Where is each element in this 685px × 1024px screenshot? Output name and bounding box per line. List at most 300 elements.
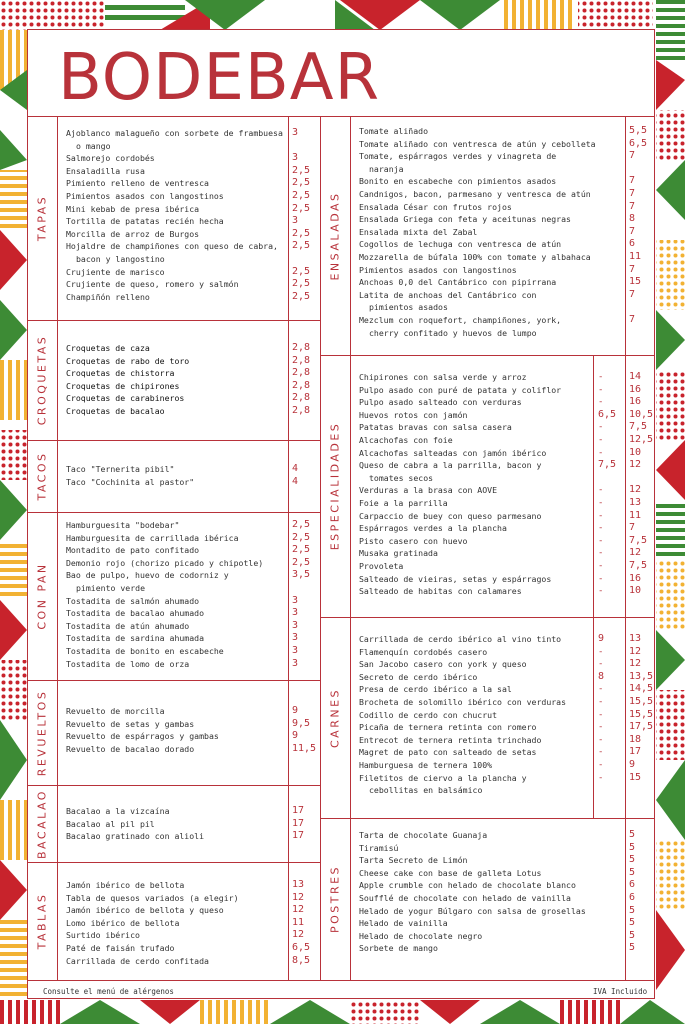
menu-item bbox=[66, 380, 179, 393]
menu-item-price: 15 bbox=[629, 771, 642, 783]
price-divider-croquetas bbox=[288, 320, 289, 440]
menu-item bbox=[66, 476, 194, 489]
menu-item-price: 11,5 bbox=[292, 742, 317, 754]
menu-item-name: Tostadita de salmón ahumado bbox=[66, 595, 200, 606]
menu-item-name: Verduras a la brasa con AOVE bbox=[359, 485, 498, 496]
menu-item-name: Helado de chocolate negro bbox=[359, 930, 483, 941]
menu-item bbox=[359, 314, 561, 339]
menu-item-price: 12 bbox=[629, 484, 642, 496]
menu-item-price: 17 bbox=[292, 830, 305, 842]
menu-item-name: Croquetas de chistorra bbox=[66, 368, 175, 379]
menu-item-name: Patatas bravas con salsa casera bbox=[359, 422, 512, 433]
menu-item-price: 10 bbox=[629, 585, 642, 597]
menu-item-name: Croquetas de caza bbox=[66, 343, 150, 353]
menu-item-name: Hamburguesa de ternera 100% bbox=[359, 760, 493, 770]
menu-item-price: 2,5 bbox=[292, 190, 311, 201]
menu-item bbox=[66, 215, 224, 228]
menu-item-name: Paté de faisán trufado bbox=[66, 943, 175, 953]
menu-item-price: 16 bbox=[629, 383, 642, 395]
section-divider-croquetas bbox=[27, 320, 320, 321]
menu-item bbox=[359, 829, 487, 842]
menu-item-price: 3 bbox=[292, 152, 299, 164]
menu-item-name: Pulpo asado salteado con verduras bbox=[359, 397, 522, 408]
menu-item bbox=[359, 658, 527, 671]
menu-item-name-continued: naranja bbox=[369, 163, 404, 174]
menu-item-price: 5,5 bbox=[629, 125, 648, 136]
menu-item-price: 8,5 bbox=[292, 954, 311, 966]
menu-item-name-continued: bacon y langostino bbox=[76, 253, 165, 264]
menu-item bbox=[66, 607, 204, 620]
menu-item bbox=[66, 544, 199, 557]
menu-item-name: Pulpo asado con puré de patata y coliflor bbox=[359, 384, 562, 395]
menu-item-price: 7,5 bbox=[629, 534, 648, 546]
menu-item-price: 12 bbox=[629, 658, 642, 670]
menu-item-price: 12 bbox=[292, 929, 305, 941]
menu-item-name: San Jacobo casero con york y queso bbox=[359, 659, 527, 670]
half-portion-price: - bbox=[598, 384, 604, 395]
menu-item bbox=[66, 240, 278, 265]
menu-item bbox=[66, 632, 204, 645]
menu-item bbox=[66, 955, 209, 968]
section-divider-postres bbox=[320, 818, 655, 819]
footer-divider bbox=[27, 980, 655, 981]
half-portion-price: - bbox=[598, 498, 604, 508]
menu-item-price: 12,5 bbox=[629, 434, 654, 445]
menu-item-name: Jamón ibérico de bellota y queso bbox=[66, 905, 224, 916]
menu-item-price: 2,8 bbox=[292, 379, 311, 391]
menu-item-price: 7 bbox=[629, 150, 636, 162]
menu-item-price: 13 bbox=[292, 879, 305, 890]
menu-item-price: 7 bbox=[629, 522, 636, 534]
menu-item-name: Lomo ibérico de bellota bbox=[66, 917, 180, 928]
section-divider-especialidades bbox=[320, 355, 655, 356]
menu-item bbox=[66, 127, 283, 152]
menu-item-name-continued: cherry confitado y huevos de lumpo bbox=[369, 327, 537, 338]
menu-item bbox=[359, 696, 566, 709]
menu-item-price: 3 bbox=[292, 632, 299, 644]
menu-item-name: Bao de pulpo, huevo de codorniz y bbox=[66, 570, 229, 581]
restaurant-name: BODEBAR bbox=[58, 41, 381, 115]
section-title-croquetas: CROQUETAS bbox=[35, 334, 49, 426]
menu-item-name: Presa de cerdo ibérico a la sal bbox=[359, 684, 512, 695]
menu-item-name: Croquetas de bacalao bbox=[66, 406, 165, 416]
menu-item-price: 5 bbox=[629, 829, 636, 840]
menu-item-price: 9 bbox=[629, 759, 636, 770]
menu-item bbox=[66, 278, 239, 291]
menu-item bbox=[359, 633, 561, 646]
menu-item-name: Hamburguesita "bodebar" bbox=[66, 520, 180, 530]
menu-item bbox=[66, 463, 174, 476]
menu-item-price: 15 bbox=[629, 276, 642, 288]
menu-item bbox=[66, 942, 174, 955]
menu-item-price: 2,5 bbox=[292, 556, 311, 568]
menu-item bbox=[359, 892, 571, 905]
menu-item bbox=[66, 929, 140, 942]
menu-item bbox=[66, 519, 179, 532]
menu-item-name: Tostadita de bacalao ahumado bbox=[66, 608, 205, 619]
menu-item bbox=[359, 721, 536, 734]
half-portion-price: - bbox=[598, 722, 604, 733]
menu-item bbox=[66, 805, 170, 818]
menu-item-price: 2,8 bbox=[292, 354, 311, 366]
section-title-especialidades: ESPECIALIDADES bbox=[328, 421, 342, 551]
half-portion-price: 7,5 bbox=[598, 459, 617, 471]
menu-item-name: Picaña de ternera retinta con romero bbox=[359, 722, 537, 733]
menu-item-name: Morcilla de arroz de Burgos bbox=[66, 228, 200, 239]
menu-item-name: Tomate, espárragos verdes y vinagreta de bbox=[359, 151, 557, 162]
menu-item bbox=[359, 201, 512, 214]
menu-item-name: Croquetas de rabo de toro bbox=[66, 355, 190, 366]
menu-item bbox=[66, 743, 194, 756]
menu-item-price: 7 bbox=[629, 263, 636, 275]
menu-item-price: 6 bbox=[629, 879, 636, 891]
menu-item-name-continued: pimientos asados bbox=[369, 302, 448, 313]
menu-item-name: Pisto casero con huevo bbox=[359, 535, 468, 546]
half-portion-price: - bbox=[598, 734, 604, 745]
half-portion-price: - bbox=[598, 659, 604, 670]
menu-item-price: 17 bbox=[629, 746, 642, 758]
menu-item-price: 5 bbox=[629, 929, 636, 941]
menu-item-price: 5 bbox=[629, 917, 636, 929]
menu-item-name: Queso de cabra a la parrilla, bacon y bbox=[359, 460, 542, 471]
menu-item-name: Tostadita de sardina ahumada bbox=[66, 633, 205, 644]
menu-item-name: Hamburguesita de carrillada ibérica bbox=[66, 532, 239, 543]
label-divider-carnes bbox=[350, 617, 351, 818]
menu-item-price: 2,8 bbox=[292, 392, 311, 404]
menu-item-price: 2,5 bbox=[292, 531, 311, 543]
menu-item bbox=[359, 264, 517, 277]
menu-item-name: Codillo de cerdo con chucrut bbox=[359, 709, 498, 720]
menu-item-name: Apple crumble con helado de chocolate blanco bbox=[359, 880, 576, 891]
section-divider-bacalao bbox=[27, 785, 320, 786]
menu-item bbox=[66, 190, 224, 203]
menu-item bbox=[66, 730, 219, 743]
price-divider-bacalao bbox=[288, 785, 289, 862]
menu-item bbox=[359, 447, 546, 460]
menu-item-name-continued: pimiento verde bbox=[76, 582, 146, 593]
label-divider-con-pan bbox=[57, 512, 58, 680]
menu-item-name: Tostadita de bonito en escabeche bbox=[66, 646, 224, 656]
half-portion-price: - bbox=[598, 709, 604, 720]
menu-item-name: Mezclum con roquefort, champiñones, york, bbox=[359, 315, 562, 325]
menu-item-price: 12 bbox=[629, 459, 642, 471]
section-title-tablas: TABLAS bbox=[35, 892, 49, 950]
menu-item-price: 2,5 bbox=[292, 177, 311, 189]
menu-item-name: Jamón ibérico de bellota bbox=[66, 880, 185, 890]
half-portion-price: - bbox=[598, 548, 604, 559]
menu-item bbox=[359, 942, 438, 955]
menu-item-price: 2,5 bbox=[292, 227, 311, 239]
menu-item-price: 13 bbox=[629, 497, 642, 508]
menu-item bbox=[66, 892, 239, 905]
menu-item-price: 2,5 bbox=[292, 290, 311, 302]
menu-item bbox=[66, 165, 145, 178]
menu-item-price: 7 bbox=[629, 288, 636, 300]
half-portion-price: - bbox=[598, 561, 604, 571]
menu-item-name: Demonio rojo (chorizo picado y chipotle) bbox=[66, 557, 264, 568]
menu-item-price: 7 bbox=[629, 175, 636, 187]
menu-item bbox=[66, 620, 189, 633]
label-divider-tablas bbox=[57, 862, 58, 980]
label-divider-especialidades bbox=[350, 355, 351, 617]
menu-item-name: Helado de yogur Búlgaro con salsa de grosellas bbox=[359, 905, 586, 916]
section-divider-tablas bbox=[27, 862, 320, 863]
menu-item-price: 2,5 bbox=[292, 164, 311, 176]
menu-item bbox=[359, 289, 536, 314]
half-portion-price: - bbox=[598, 485, 604, 496]
menu-item bbox=[66, 917, 179, 930]
menu-item bbox=[66, 355, 189, 368]
menu-item bbox=[66, 645, 224, 658]
menu-item-name: Bacalao gratinado con alioli bbox=[66, 831, 205, 842]
menu-item-price: 4 bbox=[292, 475, 299, 487]
menu-item-price: 9 bbox=[292, 730, 299, 742]
menu-item-price: 12 bbox=[292, 891, 305, 903]
menu-item-price: 13,5 bbox=[629, 670, 654, 682]
menu-item-name: Tarta Secreto de Limón bbox=[359, 855, 468, 866]
price-divider-tablas bbox=[288, 862, 289, 980]
menu-item-price: 5 bbox=[629, 854, 636, 866]
menu-item-name: Brocheta de solomillo ibérico con verduras bbox=[359, 697, 567, 707]
label-divider-croquetas bbox=[57, 320, 58, 440]
menu-item-name: Carrillada de cerdo confitada bbox=[66, 955, 209, 966]
price-divider-ensaladas bbox=[625, 116, 626, 355]
menu-item bbox=[359, 522, 507, 535]
menu-item-price: 14 bbox=[629, 371, 642, 382]
menu-item-name: Musaka gratinada bbox=[359, 548, 438, 559]
menu-item-price: 7 bbox=[629, 225, 636, 237]
menu-item-price: 2,8 bbox=[292, 405, 311, 416]
menu-item bbox=[66, 342, 150, 355]
half-portion-price: - bbox=[598, 397, 604, 408]
menu-item bbox=[359, 384, 561, 397]
menu-item-name: Ensalada César con frutos rojos bbox=[359, 201, 512, 212]
menu-item-name: Foie a la parrilla bbox=[359, 498, 448, 508]
menu-item bbox=[359, 497, 448, 510]
menu-item-name: Hojaldre de champiñones con queso de cabra, bbox=[66, 241, 278, 252]
menu-item-name: Huevos rotos con jamón bbox=[359, 409, 468, 420]
price-divider-con-pan bbox=[288, 512, 289, 680]
half-portion-price: - bbox=[598, 772, 604, 783]
menu-item-price: 3,5 bbox=[292, 569, 311, 581]
half-portion-price: - bbox=[598, 372, 604, 382]
menu-item bbox=[359, 646, 487, 659]
menu-item-name: Salteado de habitas con calamares bbox=[359, 586, 522, 597]
menu-item-name: Alcachofas con foie bbox=[359, 435, 453, 445]
menu-item-name: Mini kebab de presa ibérica bbox=[66, 203, 200, 214]
menu-item bbox=[359, 842, 398, 855]
menu-item bbox=[359, 188, 591, 201]
section-title-tacos: TACOS bbox=[35, 451, 49, 501]
menu-item bbox=[359, 930, 482, 943]
menu-item-name: Magret de pato con salteado de setas bbox=[359, 747, 537, 758]
menu-item-name: Carpaccio de buey con queso parmesano bbox=[359, 510, 542, 521]
menu-item-name: Crujiente de queso, romero y salmón bbox=[66, 279, 239, 290]
menu-item-price: 2,5 bbox=[292, 240, 311, 252]
menu-item bbox=[359, 867, 541, 880]
menu-item-price: 3 bbox=[292, 127, 299, 138]
menu-item bbox=[359, 510, 541, 523]
menu-item-price: 2,5 bbox=[292, 278, 311, 290]
label-divider-ensaladas bbox=[350, 116, 351, 355]
menu-item-name-continued: tomates secos bbox=[369, 472, 434, 483]
menu-item bbox=[359, 709, 497, 722]
menu-item-price: 15,5 bbox=[629, 708, 654, 720]
menu-item-name: Latita de anchoas del Cantábrico con bbox=[359, 289, 537, 300]
half-portion-price: - bbox=[598, 435, 604, 445]
menu-item-name: Revuelto de bacalao dorado bbox=[66, 743, 195, 754]
menu-item-name: Champiñón relleno bbox=[66, 291, 150, 302]
half-portion-price: - bbox=[598, 510, 604, 521]
menu-item-name-continued: o mango bbox=[76, 140, 111, 151]
menu-item-price: 3 bbox=[292, 607, 299, 619]
menu-item bbox=[66, 705, 165, 718]
menu-item-price: 2,8 bbox=[292, 367, 311, 379]
menu-item bbox=[66, 904, 224, 917]
menu-item-name: Revuelto de morcilla bbox=[66, 706, 165, 716]
price-divider-postres bbox=[625, 818, 626, 980]
menu-item bbox=[66, 818, 155, 831]
menu-item bbox=[359, 854, 467, 867]
menu-item-name: Tostadita de lomo de orza bbox=[66, 658, 190, 669]
menu-item-name: Provoleta bbox=[359, 561, 404, 571]
menu-item-price: 2,5 bbox=[292, 265, 311, 277]
menu-item bbox=[66, 879, 184, 892]
menu-item-price: 3 bbox=[292, 619, 299, 631]
menu-item-name: Chipirones con salsa verde y arroz bbox=[359, 372, 527, 382]
menu-item bbox=[359, 547, 438, 560]
menu-item-price: 6 bbox=[629, 892, 636, 903]
menu-item bbox=[66, 595, 199, 608]
menu-item bbox=[66, 830, 204, 843]
half-portion-price: - bbox=[598, 646, 604, 657]
menu-item-name: Bonito en escabeche con pimientos asados bbox=[359, 176, 557, 187]
menu-item bbox=[359, 125, 428, 138]
menu-item-price: 2,5 bbox=[292, 519, 311, 530]
menu-item bbox=[359, 434, 453, 447]
menu-item-price: 11 bbox=[629, 509, 642, 521]
section-title-carnes: CARNES bbox=[328, 687, 342, 748]
menu-item bbox=[359, 879, 576, 892]
label-divider-bacalao bbox=[57, 785, 58, 862]
menu-item-name: Ensalada Griega con feta y aceitunas negras bbox=[359, 214, 571, 225]
menu-item bbox=[359, 772, 527, 797]
menu-item-price: 3 bbox=[292, 215, 299, 227]
menu-item-price: 5 bbox=[629, 841, 636, 853]
section-title-con-pan: CON PAN bbox=[35, 562, 49, 630]
menu-item-price: 7,5 bbox=[629, 421, 648, 433]
column-divider bbox=[320, 116, 321, 980]
menu-item-name: Croquetas de chipirones bbox=[66, 380, 180, 391]
menu-item-price: 7 bbox=[629, 200, 636, 212]
half-portion-price: - bbox=[598, 586, 604, 597]
menu-item-price: 5 bbox=[629, 904, 636, 916]
menu-item-name: Tomate aliñado bbox=[359, 126, 429, 136]
half-portion-price: - bbox=[598, 760, 604, 770]
menu-item-name: Tarta de chocolate Guanaja bbox=[359, 830, 488, 840]
menu-item-price: 3 bbox=[292, 645, 299, 656]
half-divider-carnes bbox=[593, 617, 594, 818]
menu-item-name: Cogollos de lechuga con ventresca de atún bbox=[359, 239, 562, 250]
menu-item-name: Montadito de pato confitado bbox=[66, 545, 200, 556]
menu-item bbox=[359, 213, 571, 226]
menu-item-name: Candnigos, bacon, parmesano y ventresca de atún bbox=[359, 189, 591, 199]
menu-item-name: Tabla de quesos variados (a elegir) bbox=[66, 892, 239, 903]
label-divider-revueltos bbox=[57, 680, 58, 785]
menu-item-name: Filetitos de ciervo a la plancha y bbox=[359, 772, 527, 783]
menu-item-price: 9 bbox=[292, 705, 299, 716]
menu-item-price: 7,5 bbox=[629, 560, 648, 571]
menu-item-name: Ensalada mixta del Zabal bbox=[359, 226, 478, 237]
menu-item bbox=[359, 371, 527, 384]
menu-item bbox=[359, 759, 492, 772]
menu-item-price: 15,5 bbox=[629, 696, 654, 707]
menu-item bbox=[359, 421, 512, 434]
menu-item-price: 14,5 bbox=[629, 683, 654, 695]
menu-item-name: Ajoblanco malagueño con sorbete de frambuesa bbox=[66, 128, 283, 138]
menu-item-price: 11 bbox=[292, 916, 305, 928]
half-portion-price: 9 bbox=[598, 633, 605, 644]
menu-item-price: 11 bbox=[629, 251, 642, 262]
menu-item-name: Croquetas de carabineros bbox=[66, 393, 185, 404]
menu-item bbox=[359, 905, 586, 918]
menu-item-price: 17 bbox=[292, 805, 305, 816]
section-title-tapas: TAPAS bbox=[35, 194, 49, 242]
menu-item-name: Flamenquín cordobés casero bbox=[359, 646, 488, 657]
menu-item bbox=[66, 405, 165, 418]
menu-item-name: Mozzarella de búfala 100% con tomate y albahaca bbox=[359, 252, 591, 262]
menu-item bbox=[66, 203, 199, 216]
menu-item-name-continued: cebollitas en balsámico bbox=[369, 785, 483, 796]
half-portion-price: - bbox=[598, 697, 604, 707]
menu-item-price: 16 bbox=[629, 572, 642, 584]
menu-item bbox=[359, 138, 596, 151]
vat-note: IVA Incluido bbox=[593, 987, 648, 996]
menu-item-name: Bacalao al pil pil bbox=[66, 818, 155, 829]
section-divider-tacos bbox=[27, 440, 320, 441]
menu-item bbox=[359, 734, 541, 747]
menu-item-name: Pimientos asados con langostinos bbox=[66, 191, 224, 201]
menu-item-name: Salteado de vieiras, setas y espárragos bbox=[359, 573, 552, 584]
menu-item bbox=[359, 917, 448, 930]
menu-item bbox=[359, 150, 556, 175]
menu-item-price: 2,8 bbox=[292, 342, 311, 353]
menu-item-price: 16 bbox=[629, 396, 642, 408]
menu-item bbox=[66, 718, 194, 731]
half-portion-price: - bbox=[598, 422, 604, 433]
half-portion-price: - bbox=[598, 535, 604, 546]
menu-item bbox=[359, 746, 536, 759]
menu-item-price: 9,5 bbox=[292, 717, 311, 729]
menu-item-price: 7 bbox=[629, 314, 636, 325]
menu-item bbox=[66, 152, 155, 165]
menu-item-name: Taco "Cochinita al pastor" bbox=[66, 476, 195, 487]
menu-item-price: 5 bbox=[629, 942, 636, 954]
menu-item-price: 8 bbox=[629, 213, 636, 225]
menu-item-name: Revuelto de setas y gambas bbox=[66, 718, 195, 729]
menu-item bbox=[359, 276, 556, 289]
menu-item bbox=[359, 683, 512, 696]
section-divider-revueltos bbox=[27, 680, 320, 681]
section-title-ensaladas: ENSALADAS bbox=[328, 190, 342, 281]
menu-item-price: 4 bbox=[292, 463, 299, 474]
menu-item bbox=[66, 228, 199, 241]
menu-item-price: 17,5 bbox=[629, 721, 654, 733]
menu-item-name: Tomate aliñado con ventresca de atún y cebolleta bbox=[359, 138, 596, 149]
menu-item bbox=[66, 266, 165, 279]
menu-item-price: 12 bbox=[629, 547, 642, 559]
menu-item-name: Pimientos asados con langostinos bbox=[359, 264, 517, 275]
